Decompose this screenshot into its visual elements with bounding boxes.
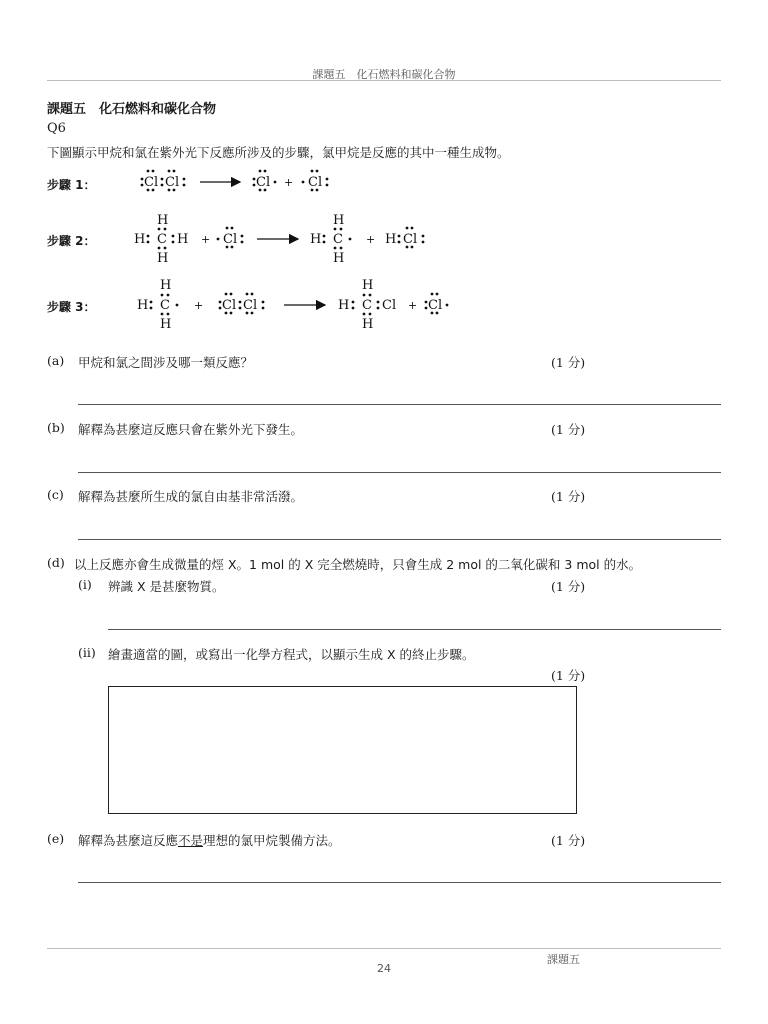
part-b-answer-line[interactable] (78, 472, 721, 473)
part-d-ii-answer-box[interactable] (108, 686, 577, 814)
carbon-symbol: C (362, 298, 372, 313)
part-c-question: 解釋為甚麼所生成的氯自由基非常活潑。 (78, 489, 304, 504)
reaction-steps-diagram (120, 160, 480, 340)
part-c-answer-line[interactable] (78, 539, 721, 540)
part-d-ii-label: (ii) (78, 645, 96, 660)
part-d-question: 以上反應亦會生成微量的烴 X。1 mol 的 X 完全燃燒時，只會生成 2 mol 的二氧化碳和 3 mol 的水。 (74, 557, 642, 572)
chlorine-symbol: Cl (256, 175, 271, 190)
chlorine-symbol: Cl (243, 298, 258, 313)
hydrogen-symbol: H (134, 232, 146, 247)
chlorine-symbol: Cl (308, 175, 323, 190)
carbon-symbol: C (160, 298, 170, 313)
running-header: 課題五 化石燃料和碳化合物 (312, 68, 456, 81)
chlorine-symbol: Cl (144, 175, 159, 190)
part-e-text-underlined: 不是 (178, 833, 204, 848)
page-number: 24 (377, 962, 391, 975)
footer-divider (47, 948, 721, 949)
part-e-text-before: 解釋為甚麼這反應 (78, 833, 179, 848)
part-e-label: (e) (47, 831, 65, 846)
question-intro: 下圖顯示甲烷和氯在紫外光下反應所涉及的步驟，氯甲烷是反應的其中一種生成物。 (47, 145, 510, 160)
part-d-label: (d) (47, 555, 65, 570)
part-a-label: (a) (47, 353, 65, 368)
hydrogen-symbol: H (385, 232, 397, 247)
chlorine-symbol: Cl (223, 232, 238, 247)
hydrogen-symbol: H (310, 232, 322, 247)
chlorine-symbol: Cl (382, 298, 397, 313)
hydrogen-symbol: H (333, 251, 345, 266)
part-d-i-marks: (1 分) (551, 579, 586, 594)
hydrogen-symbol: H (338, 298, 350, 313)
part-c-label: (c) (47, 487, 64, 502)
chlorine-symbol: Cl (428, 298, 443, 313)
part-e-answer-line[interactable] (78, 882, 721, 883)
hydrogen-symbol: H (160, 278, 172, 293)
step-3-label: 步驟 3： (47, 300, 96, 314)
hydrogen-symbol: H (362, 317, 374, 332)
hydrogen-symbol: H (333, 213, 345, 228)
part-b-question: 解釋為甚麼這反應只會在紫外光下發生。 (78, 422, 304, 437)
hydrogen-symbol: H (160, 317, 172, 332)
chlorine-symbol: Cl (222, 298, 237, 313)
part-e-question (78, 831, 341, 849)
part-d-i-question: 辨識 X 是甚麼物質。 (108, 579, 225, 594)
footer-topic: 課題五 (547, 953, 580, 966)
plus-sign: + (201, 233, 211, 246)
part-a-marks: (1 分) (551, 355, 586, 370)
carbon-symbol: C (333, 232, 343, 247)
part-d-i-label: (i) (78, 577, 92, 592)
hydrogen-symbol: H (157, 213, 169, 228)
hydrogen-symbol: H (177, 232, 189, 247)
part-b-marks: (1 分) (551, 422, 586, 437)
hydrogen-symbol: H (137, 298, 149, 313)
hydrogen-symbol: H (362, 278, 374, 293)
part-d-i-answer-line[interactable] (108, 629, 721, 630)
chlorine-symbol: Cl (165, 175, 180, 190)
carbon-symbol: C (157, 232, 167, 247)
part-a-answer-line[interactable] (78, 404, 721, 405)
part-c-marks: (1 分) (551, 489, 586, 504)
part-b-label: (b) (47, 420, 65, 435)
plus-sign: + (284, 176, 294, 189)
plus-sign: + (194, 299, 204, 312)
hydrogen-symbol: H (157, 251, 169, 266)
step-1-equation (141, 170, 329, 192)
question-number: Q6 (47, 121, 66, 136)
part-d-ii-question: 繪畫適當的圖，或寫出一化學方程式，以顯示生成 X 的終止步驟。 (108, 647, 475, 662)
section-title: 課題五 化石燃料和碳化合物 (47, 102, 217, 117)
part-e-marks: (1 分) (551, 833, 586, 848)
step-3-equation (137, 278, 448, 332)
plus-sign: + (408, 299, 418, 312)
step-2-label: 步驟 2： (47, 234, 96, 248)
step-1-label: 步驟 1： (47, 178, 96, 192)
part-e-text-after: 理想的氯甲烷製備方法。 (203, 833, 341, 848)
part-a-question: 甲烷和氯之間涉及哪一類反應？ (78, 355, 254, 370)
chlorine-symbol: Cl (403, 232, 418, 247)
step-2-equation (134, 213, 424, 266)
plus-sign: + (366, 233, 376, 246)
header-divider (47, 80, 721, 81)
part-d-ii-marks: (1 分) (551, 668, 586, 683)
